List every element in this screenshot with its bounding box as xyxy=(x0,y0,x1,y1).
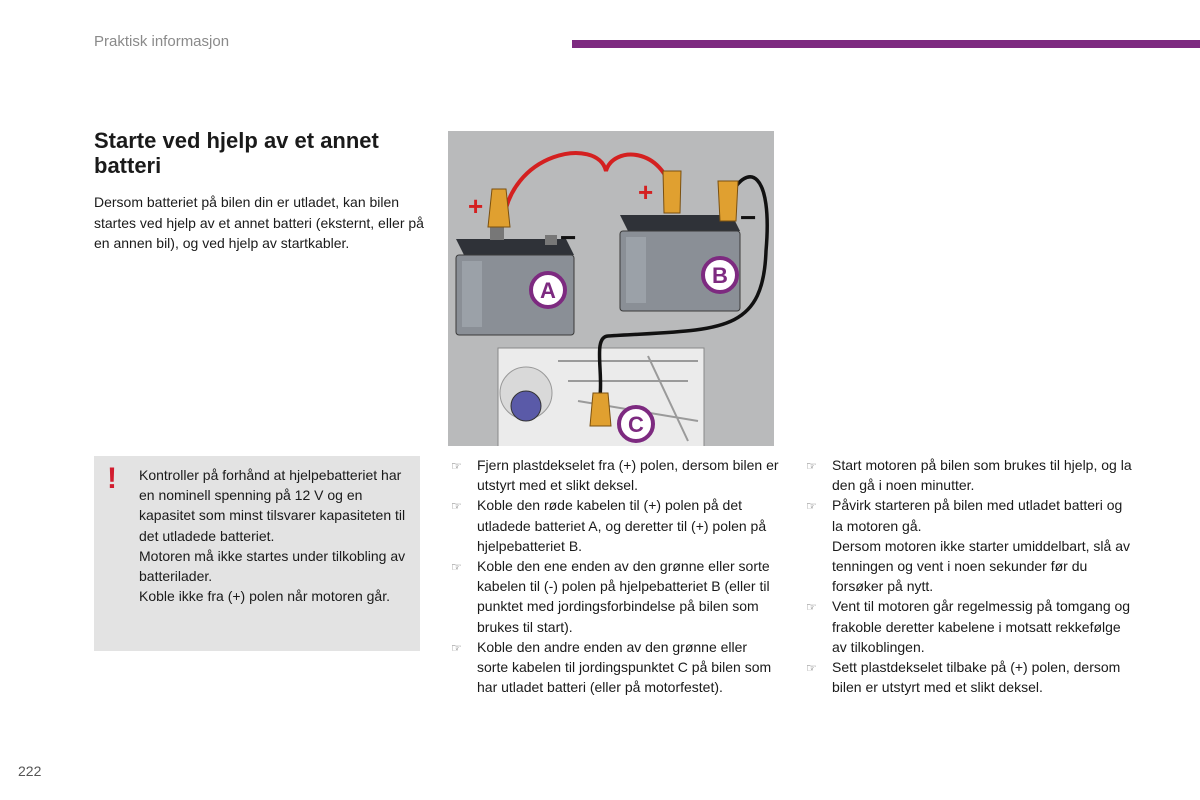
plus-sign-b: + xyxy=(638,177,654,207)
step-item xyxy=(806,495,1136,535)
badge-b xyxy=(703,258,737,292)
pointing-hand-icon: ☞ xyxy=(451,459,462,473)
page-number: 222 xyxy=(18,763,42,779)
pointing-hand-icon: ☞ xyxy=(451,560,462,575)
step-item xyxy=(451,455,781,495)
step-text: Koble den ene enden av den grønne eller sorte kabelen til (-) polen på hjelpebatteriet B (eller til punktet med jordingsforbindelse på bilen som brukes til start). xyxy=(477,558,770,635)
steps-column-left xyxy=(451,455,781,697)
step-item xyxy=(451,637,781,698)
pointing-hand-icon: ☞ xyxy=(806,459,817,473)
clamp-c xyxy=(590,393,611,426)
section-title: Starte ved hjelp av et annet batteri xyxy=(94,128,379,178)
svg-text:C: C xyxy=(628,412,644,437)
washer-cap xyxy=(511,391,541,421)
pointing-hand-icon: ☞ xyxy=(451,640,462,655)
clamp-b-plus xyxy=(663,171,681,213)
plus-sign-a: + xyxy=(468,191,484,221)
svg-text:A: A xyxy=(540,278,556,303)
step-item xyxy=(806,455,1136,495)
step-text: Fjern plastdekselet fra (+) polen, dersom bilen er utstyrt med et slikt deksel. xyxy=(477,457,779,494)
step-item xyxy=(451,556,781,637)
running-header: Praktisk informasjon xyxy=(94,33,230,50)
minus-sign-a: − xyxy=(560,222,577,253)
warning-text xyxy=(139,465,419,606)
steps-column-right xyxy=(806,455,1136,697)
step-text: Start motoren på bilen som brukes til hjelp, og la den gå i noen minutter. xyxy=(832,457,1132,494)
jump-start-illustration xyxy=(448,131,774,446)
svg-text:B: B xyxy=(712,263,728,288)
warning-icon: ! xyxy=(107,462,117,495)
jump-start-diagram xyxy=(448,131,774,446)
step-continuation xyxy=(806,536,1136,597)
step-text: Påvirk starteren på bilen med utladet batteri og la motoren gå. xyxy=(832,497,1123,534)
step-text: Dersom motoren ikke starter umiddelbart, slå av tenningen og vent i noen sekunder før du forsøker på nytt. xyxy=(832,537,1130,595)
warning-paragraph: Koble ikke fra (+) polen når motoren går. xyxy=(139,588,390,605)
badge-c xyxy=(619,407,653,441)
step-item xyxy=(451,495,781,556)
warning-paragraph: Kontroller på forhånd at hjelpebatteriet har en nominell spenning på 12 V og en kapasitet som minst tilsvarer kapasiteten til det utladede batteriet. xyxy=(139,467,406,544)
pointing-hand-icon: ☞ xyxy=(806,661,817,676)
step-text: Sett plastdekselet tilbake på (+) polen, dersom bilen er utstyrt med et slikt deksel. xyxy=(832,659,1121,696)
warning-paragraph: Motoren må ikke startes under tilkobling av batterilader. xyxy=(139,547,406,585)
step-item xyxy=(806,596,1136,657)
header-accent-bar xyxy=(572,40,1200,48)
step-text: Vent til motoren går regelmessig på tomgang og frakoble deretter kabelene i motsatt rekkefølge av tilkoblingen. xyxy=(832,598,1131,655)
clamp-b-minus xyxy=(718,181,738,221)
pointing-hand-icon: ☞ xyxy=(806,499,817,514)
step-item xyxy=(806,657,1136,697)
step-text: Koble den andre enden av den grønne eller sorte kabelen til jordingspunktet C på bilen som har utladet batteri (eller på motorfestet). xyxy=(477,638,772,696)
minus-sign-b: − xyxy=(740,202,757,233)
pointing-hand-icon: ☞ xyxy=(806,600,817,615)
pointing-hand-icon: ☞ xyxy=(451,499,462,514)
badge-a xyxy=(531,273,565,307)
clamp-a-plus xyxy=(488,189,510,227)
step-text: Koble den røde kabelen til (+) polen på det utladede batteriet A, og deretter til (+) polen på hjelpebatteriet B. xyxy=(477,497,767,554)
intro-paragraph: Dersom batteriet på bilen din er utladet, kan bilen startes ved hjelp av et annet batteri (eksternt, eller på en annen bil), og ved hjelp av startkabler. xyxy=(94,194,424,251)
